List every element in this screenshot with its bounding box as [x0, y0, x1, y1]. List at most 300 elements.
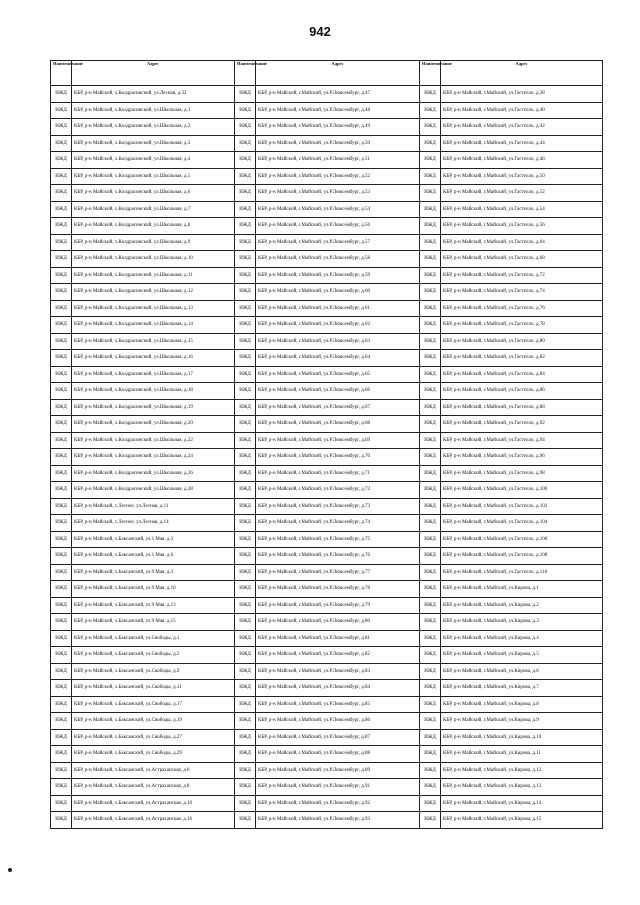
table-row — [51, 168, 603, 185]
address-cell: КБР, р-н Майский, г.Майский, ул.Гастелло, д.88 — [441, 399, 603, 416]
building-type-cell: ИЖД — [51, 251, 72, 268]
address-cell: КБР, р-н Майский, х.Колдрасинский, ул.Школьная, д.14 — [72, 317, 235, 334]
table-row — [51, 729, 603, 746]
table-row — [51, 531, 603, 548]
building-type-cell: ИЖД — [420, 185, 441, 202]
address-cell: КБР, р-н Майский, х.Колдрасинский, ул.Школьная, д.22 — [72, 432, 235, 449]
address-cell: КБР, р-н Майский, х.Баксанский, ул.9 Мая, д.13 — [72, 597, 235, 614]
building-type-cell: ИЖД — [420, 317, 441, 334]
address-cell: КБР, р-н Майский, г.Майский, ул.Р.Люксембург, д.79 — [256, 597, 420, 614]
address-cell: КБР, р-н Майский, г.Майский, ул.Р.Люксембург, д.65 — [256, 366, 420, 383]
table-row — [51, 317, 603, 334]
address-cell: КБР, р-н Майский, г.Майский, ул.Гастелло, д.40 — [441, 102, 603, 119]
address-cell: КБР, р-н Майский, х.Колдрасинский, ул.Школьная, д.17 — [72, 366, 235, 383]
address-cell: КБР, р-н Майский, г.Майский, ул.Гастелло, д.50 — [441, 168, 603, 185]
address-cell: КБР, р-н Майский, х.Колдрасинский, ул.Школьная, д.19 — [72, 399, 235, 416]
building-type-cell: ИЖД — [51, 614, 72, 631]
address-cell: КБР, р-н Майский, х.Баксанский, ул.Астраханская, д.16 — [72, 812, 235, 829]
address-cell: КБР, р-н Майский, г.Майский, ул.Кирова, д.8 — [441, 696, 603, 713]
address-cell: КБР, р-н Майский, г.Майский, ул.Р.Люксембург, д.82 — [256, 647, 420, 664]
address-cell: КБР, р-н Майский, х.Баксанский, ул.Свободы, д.19 — [72, 713, 235, 730]
building-type-cell: ИЖД — [235, 119, 256, 136]
address-cell: КБР, р-н Майский, г.Майский, ул.Р.Люксембург, д.64 — [256, 350, 420, 367]
address-cell: КБР, р-н Майский, г.Майский, ул.Р.Люксембург, д.68 — [256, 416, 420, 433]
building-type-cell: ИЖД — [51, 102, 72, 119]
building-type-cell: ИЖД — [51, 713, 72, 730]
address-cell: КБР, р-н Майский, г.Майский, ул.Р.Люксембург, д.91 — [256, 779, 420, 796]
table-row — [51, 135, 603, 152]
building-type-cell: ИЖД — [51, 498, 72, 515]
building-type-cell: ИЖД — [51, 86, 72, 103]
address-cell: КБР, р-н Майский, г.Майский, ул.Гастелло, д.80 — [441, 333, 603, 350]
building-type-cell: ИЖД — [51, 647, 72, 664]
building-type-cell: ИЖД — [235, 284, 256, 301]
table-row — [51, 218, 603, 235]
address-cell: КБР, р-н Майский, с.Лесное, ул.Лесная, д.11 — [72, 498, 235, 515]
address-cell: КБР, р-н Майский, г.Майский, ул.Гастелло, д.72 — [441, 267, 603, 284]
address-cell: КБР, р-н Майский, г.Майский, ул.Р.Люксембург, д.52 — [256, 168, 420, 185]
address-cell: КБР, р-н Майский, х.Баксанский, ул.9 Мая, д.10 — [72, 581, 235, 598]
address-cell: КБР, р-н Майский, г.Майский, ул.Р.Люксембург, д.92 — [256, 795, 420, 812]
table-row — [51, 366, 603, 383]
table-row — [51, 762, 603, 779]
building-type-cell: ИЖД — [420, 383, 441, 400]
building-type-cell: ИЖД — [51, 185, 72, 202]
address-cell: КБР, р-н Майский, г.Майский, ул.Гастелло, д.98 — [441, 465, 603, 482]
building-type-cell: ИЖД — [420, 333, 441, 350]
building-type-cell: ИЖД — [420, 597, 441, 614]
building-type-cell: ИЖД — [235, 86, 256, 103]
building-type-cell: ИЖД — [235, 449, 256, 466]
building-type-cell: ИЖД — [420, 218, 441, 235]
building-type-cell: ИЖД — [235, 663, 256, 680]
address-cell: КБР, р-н Майский, х.Колдрасинский, ул.Школьная, д.28 — [72, 482, 235, 499]
building-type-cell: ИЖД — [51, 597, 72, 614]
building-type-cell: ИЖД — [235, 234, 256, 251]
header-name-col-1: Наименование — [51, 61, 72, 86]
address-cell: КБР, р-н Майский, г.Майский, ул.Р.Люксембург, д.66 — [256, 383, 420, 400]
table-row — [51, 581, 603, 598]
address-cell: КБР, р-н Майский, г.Майский, ул.Р.Люксембург, д.62 — [256, 317, 420, 334]
table-row — [51, 498, 603, 515]
address-cell: КБР, р-н Майский, х.Баксанский, ул.Свободы, д.2 — [72, 647, 235, 664]
building-type-cell: ИЖД — [420, 548, 441, 565]
building-type-cell: ИЖД — [420, 119, 441, 136]
building-type-cell: ИЖД — [51, 350, 72, 367]
building-type-cell: ИЖД — [235, 581, 256, 598]
address-cell: КБР, р-н Майский, г.Майский, ул.Р.Люксембург, д.89 — [256, 762, 420, 779]
building-type-cell: ИЖД — [420, 779, 441, 796]
address-cell: КБР, р-н Майский, х.Колдрасинский, ул.Школьная, д.12 — [72, 284, 235, 301]
table-row — [51, 267, 603, 284]
address-cell: КБР, р-н Майский, г.Майский, ул.Гастелло, д.56 — [441, 218, 603, 235]
address-cell: КБР, р-н Майский, г.Майский, ул.Гастелло, д.76 — [441, 300, 603, 317]
building-type-cell: ИЖД — [235, 201, 256, 218]
address-cell: КБР, р-н Майский, х.Баксанский, ул.9 Мая, д.3 — [72, 564, 235, 581]
table-row — [51, 119, 603, 136]
building-type-cell: ИЖД — [51, 696, 72, 713]
building-type-cell: ИЖД — [235, 465, 256, 482]
address-cell: КБР, р-н Майский, г.Майский, ул.Гастелло, д.68 — [441, 251, 603, 268]
building-type-cell: ИЖД — [235, 515, 256, 532]
building-type-cell: ИЖД — [420, 515, 441, 532]
table-row — [51, 152, 603, 169]
building-type-cell: ИЖД — [51, 746, 72, 763]
building-type-cell: ИЖД — [420, 581, 441, 598]
building-type-cell: ИЖД — [51, 284, 72, 301]
address-cell: КБР, р-н Майский, г.Майский, ул.Гастелло, д.74 — [441, 284, 603, 301]
building-type-cell: ИЖД — [420, 432, 441, 449]
building-type-cell: ИЖД — [51, 548, 72, 565]
building-type-cell: ИЖД — [420, 746, 441, 763]
address-cell: КБР, р-н Майский, г.Майский, ул.Р.Люксембург, д.51 — [256, 152, 420, 169]
table-row — [51, 663, 603, 680]
address-cell: КБР, р-н Майский, х.Колдрасинский, ул.Школьная, д.4 — [72, 152, 235, 169]
building-type-cell: ИЖД — [420, 234, 441, 251]
building-type-cell: ИЖД — [235, 333, 256, 350]
building-type-cell: ИЖД — [235, 399, 256, 416]
building-type-cell: ИЖД — [235, 779, 256, 796]
address-cell: КБР, р-н Майский, х.Колдрасинский, ул.Школьная, д.26 — [72, 465, 235, 482]
building-type-cell: ИЖД — [235, 597, 256, 614]
address-cell: КБР, р-н Майский, г.Майский, ул.Р.Люксембург, д.87 — [256, 729, 420, 746]
building-type-cell: ИЖД — [420, 399, 441, 416]
address-cell: КБР, р-н Майский, г.Майский, ул.Р.Люксембург, д.78 — [256, 581, 420, 598]
building-type-cell: ИЖД — [51, 267, 72, 284]
building-type-cell: ИЖД — [51, 234, 72, 251]
address-cell: КБР, р-н Майский, г.Майский, ул.Кирова, д.11 — [441, 746, 603, 763]
address-cell: КБР, р-н Майский, г.Майский, ул.Р.Люксембург, д.67 — [256, 399, 420, 416]
building-type-cell: ИЖД — [235, 300, 256, 317]
address-cell: КБР, р-н Майский, х.Колдрасинский, ул.Школьная, д.7 — [72, 201, 235, 218]
building-type-cell: ИЖД — [235, 762, 256, 779]
table-row — [51, 746, 603, 763]
building-type-cell: ИЖД — [235, 795, 256, 812]
table-row — [51, 234, 603, 251]
header-address-col-1: Адрес — [72, 61, 235, 86]
table-row — [51, 102, 603, 119]
address-cell: КБР, р-н Майский, г.Майский, ул.Кирова, д.10 — [441, 729, 603, 746]
building-type-cell: ИЖД — [235, 680, 256, 697]
building-type-cell: ИЖД — [420, 647, 441, 664]
table-row — [51, 630, 603, 647]
address-cell: КБР, р-н Майский, г.Майский, ул.Р.Люксембург, д.69 — [256, 432, 420, 449]
address-cell: КБР, р-н Майский, г.Майский, ул.Гастелло, д.110 — [441, 564, 603, 581]
building-type-cell: ИЖД — [51, 729, 72, 746]
building-type-cell: ИЖД — [51, 663, 72, 680]
building-type-cell: ИЖД — [420, 713, 441, 730]
building-type-cell: ИЖД — [420, 102, 441, 119]
building-type-cell: ИЖД — [420, 201, 441, 218]
address-cell: КБР, р-н Майский, г.Майский, ул.Кирова, д.4 — [441, 630, 603, 647]
building-type-cell: ИЖД — [420, 300, 441, 317]
table-row — [51, 449, 603, 466]
address-cell: КБР, р-н Майский, г.Майский, ул.Кирова, д.6 — [441, 663, 603, 680]
building-type-cell: ИЖД — [235, 647, 256, 664]
building-type-cell: ИЖД — [51, 366, 72, 383]
building-type-cell: ИЖД — [51, 515, 72, 532]
building-type-cell: ИЖД — [420, 284, 441, 301]
building-type-cell: ИЖД — [235, 498, 256, 515]
address-cell: КБР, р-н Майский, г.Майский, ул.Гастелло, д.82 — [441, 350, 603, 367]
building-type-cell: ИЖД — [420, 449, 441, 466]
building-type-cell: ИЖД — [51, 152, 72, 169]
address-cell: КБР, р-н Майский, г.Майский, ул.Р.Люксембург, д.58 — [256, 251, 420, 268]
address-cell: КБР, р-н Майский, г.Майский, ул.Р.Люксембург, д.86 — [256, 713, 420, 730]
table-row — [51, 86, 603, 103]
address-cell: КБР, р-н Майский, г.Майский, ул.Гастелло, д.44 — [441, 135, 603, 152]
building-type-cell: ИЖД — [420, 564, 441, 581]
address-cell: КБР, р-н Майский, г.Майский, ул.Р.Люксембург, д.59 — [256, 267, 420, 284]
address-cell: КБР, р-н Майский, г.Майский, ул.Р.Люксембург, д.61 — [256, 300, 420, 317]
address-cell: КБР, р-н Майский, г.Майский, ул.Р.Люксембург, д.54 — [256, 201, 420, 218]
address-cell: КБР, р-н Майский, х.Колдрасинский, ул.Школьная, д.3 — [72, 135, 235, 152]
building-type-cell: ИЖД — [235, 383, 256, 400]
building-type-cell: ИЖД — [51, 531, 72, 548]
table-row — [51, 416, 603, 433]
building-type-cell: ИЖД — [420, 762, 441, 779]
building-type-cell: ИЖД — [235, 531, 256, 548]
address-cell: КБР, р-н Майский, х.Баксанский, ул.Свободы, д.27 — [72, 729, 235, 746]
table-row — [51, 300, 603, 317]
building-type-cell: ИЖД — [420, 251, 441, 268]
table-row — [51, 713, 603, 730]
building-type-cell: ИЖД — [51, 135, 72, 152]
address-cell: КБР, р-н Майский, г.Майский, ул.Гастелло, д.46 — [441, 152, 603, 169]
address-cell: КБР, р-н Майский, г.Майский, ул.Гастелло, д.42 — [441, 119, 603, 136]
building-type-cell: ИЖД — [420, 663, 441, 680]
address-cell: КБР, р-н Майский, х.Колдрасинский, ул.Школьная, д.15 — [72, 333, 235, 350]
address-cell: КБР, р-н Майский, г.Майский, ул.Кирова, д.5 — [441, 647, 603, 664]
building-type-cell: ИЖД — [51, 482, 72, 499]
building-type-cell: ИЖД — [420, 168, 441, 185]
building-type-cell: ИЖД — [235, 168, 256, 185]
address-cell: КБР, р-н Майский, г.Майский, ул.Гастелло, д.38 — [441, 86, 603, 103]
table-row — [51, 201, 603, 218]
address-cell: КБР, р-н Майский, х.Баксанский, ул.Свободы, д.29 — [72, 746, 235, 763]
address-cell: КБР, р-н Майский, г.Майский, ул.Гастелло, д.54 — [441, 201, 603, 218]
address-cell: КБР, р-н Майский, г.Майский, ул.Кирова, д.12 — [441, 762, 603, 779]
building-type-cell: ИЖД — [51, 630, 72, 647]
address-cell: КБР, р-н Майский, г.Майский, ул.Гастелло, д.86 — [441, 383, 603, 400]
building-type-cell: ИЖД — [235, 218, 256, 235]
building-type-cell: ИЖД — [51, 779, 72, 796]
address-cell: КБР, р-н Майский, г.Майский, ул.Р.Люксембург, д.72 — [256, 482, 420, 499]
address-cell: КБР, р-н Майский, г.Майский, ул.Гастелло, д.78 — [441, 317, 603, 334]
building-type-cell: ИЖД — [420, 416, 441, 433]
address-cell: КБР, р-н Майский, г.Майский, ул.Гастелло, д.100 — [441, 482, 603, 499]
building-type-cell: ИЖД — [51, 218, 72, 235]
address-cell: КБР, р-н Майский, г.Майский, ул.Р.Люксембург, д.63 — [256, 333, 420, 350]
building-type-cell: ИЖД — [51, 581, 72, 598]
table-row — [51, 597, 603, 614]
building-type-cell: ИЖД — [235, 614, 256, 631]
building-type-cell: ИЖД — [51, 416, 72, 433]
table-row — [51, 185, 603, 202]
address-cell: КБР, р-н Майский, г.Майский, ул.Гастелло, д.52 — [441, 185, 603, 202]
table-row — [51, 564, 603, 581]
address-cell: КБР, р-н Майский, г.Майский, ул.Р.Люксембург, д.74 — [256, 515, 420, 532]
building-type-cell: ИЖД — [51, 762, 72, 779]
address-cell: КБР, р-н Майский, г.Майский, ул.Кирова, д.13 — [441, 779, 603, 796]
building-type-cell: ИЖД — [420, 135, 441, 152]
building-type-cell: ИЖД — [235, 350, 256, 367]
building-type-cell: ИЖД — [51, 383, 72, 400]
address-cell: КБР, р-н Майский, х.Колдрасинский, ул.Школьная, д.2 — [72, 119, 235, 136]
table-row — [51, 515, 603, 532]
building-type-cell: ИЖД — [235, 416, 256, 433]
address-cell: КБР, р-н Майский, х.Баксанский, ул.Свободы, д.1 — [72, 630, 235, 647]
address-cell: КБР, р-н Майский, х.Колдрасинский, ул.Школьная, д.20 — [72, 416, 235, 433]
address-cell: КБР, р-н Майский, х.Баксанский, ул.9 Мая, д.15 — [72, 614, 235, 631]
address-cell: КБР, р-н Майский, х.Баксанский, ул.1 Мая, д.3 — [72, 531, 235, 548]
table-row — [51, 251, 603, 268]
address-cell: КБР, р-н Майский, х.Колдрасинский, ул.Школьная, д.5 — [72, 168, 235, 185]
building-type-cell: ИЖД — [51, 465, 72, 482]
address-cell: КБР, р-н Майский, г.Майский, ул.Р.Люксембург, д.80 — [256, 614, 420, 631]
table-header-row — [51, 61, 603, 86]
building-type-cell: ИЖД — [51, 317, 72, 334]
table-row — [51, 795, 603, 812]
address-cell: КБР, р-н Майский, г.Майский, ул.Р.Люксембург, д.47 — [256, 86, 420, 103]
address-cell: КБР, р-н Майский, х.Колдрасинский, ул.Школьная, д.1 — [72, 102, 235, 119]
building-type-cell: ИЖД — [235, 630, 256, 647]
address-cell: КБР, р-н Майский, г.Майский, ул.Гастелло, д.94 — [441, 432, 603, 449]
building-type-cell: ИЖД — [235, 267, 256, 284]
address-cell: КБР, р-н Майский, г.Майский, ул.Р.Люксембург, д.49 — [256, 119, 420, 136]
address-cell: КБР, р-н Майский, г.Майский, ул.Кирова, д.9 — [441, 713, 603, 730]
building-type-cell: ИЖД — [235, 185, 256, 202]
address-cell: КБР, р-н Майский, г.Майский, ул.Р.Люксембург, д.93 — [256, 812, 420, 829]
address-cell: КБР, р-н Майский, г.Майский, ул.Р.Люксембург, д.83 — [256, 663, 420, 680]
building-type-cell: ИЖД — [51, 201, 72, 218]
address-cell: КБР, р-н Майский, г.Майский, ул.Р.Люксембург, д.76 — [256, 548, 420, 565]
address-cell: КБР, р-н Майский, х.Колдрасинский, ул.Школьная, д.18 — [72, 383, 235, 400]
address-cell: КБР, р-н Майский, г.Майский, ул.Кирова, д.14 — [441, 795, 603, 812]
address-cell: КБР, р-н Майский, х.Колдрасинский, ул.Лесная, д.32 — [72, 86, 235, 103]
address-cell: КБР, р-н Майский, г.Майский, ул.Р.Люксембург, д.70 — [256, 449, 420, 466]
address-cell: КБР, р-н Майский, г.Майский, ул.Р.Люксембург, д.53 — [256, 185, 420, 202]
address-cell: КБР, р-н Майский, г.Майский, ул.Гастелло, д.84 — [441, 366, 603, 383]
address-cell: КБР, р-н Майский, г.Майский, ул.Р.Люксембург, д.56 — [256, 218, 420, 235]
address-cell: КБР, р-н Майский, х.Колдрасинский, ул.Школьная, д.16 — [72, 350, 235, 367]
address-cell: КБР, р-н Майский, г.Майский, ул.Кирова, д.3 — [441, 614, 603, 631]
address-cell: КБР, р-н Майский, х.Баксанский, ул.1 Мая, д.6 — [72, 548, 235, 565]
building-type-cell: ИЖД — [51, 168, 72, 185]
building-type-cell: ИЖД — [235, 729, 256, 746]
address-cell: КБР, р-н Майский, х.Колдрасинский, ул.Школьная, д.10 — [72, 251, 235, 268]
building-type-cell: ИЖД — [235, 251, 256, 268]
building-type-cell: ИЖД — [235, 696, 256, 713]
address-cell: КБР, р-н Майский, х.Баксанский, ул.Свободы, д.9 — [72, 663, 235, 680]
building-type-cell: ИЖД — [420, 465, 441, 482]
page-number: 942 — [309, 24, 331, 39]
building-type-cell: ИЖД — [420, 696, 441, 713]
address-cell: КБР, р-н Майский, с.Лесное, ул.Лесная, д.14 — [72, 515, 235, 532]
building-type-cell: ИЖД — [51, 333, 72, 350]
address-cell: КБР, р-н Майский, г.Майский, ул.Р.Люксембург, д.81 — [256, 630, 420, 647]
address-cell: КБР, р-н Майский, г.Майский, ул.Кирова, д.1 — [441, 581, 603, 598]
address-cell: КБР, р-н Майский, г.Майский, ул.Кирова, д.2 — [441, 597, 603, 614]
building-type-cell: ИЖД — [51, 300, 72, 317]
header-address-col-3: Адрес — [441, 61, 603, 86]
address-cell: КБР, р-н Майский, г.Майский, ул.Р.Люксембург, д.48 — [256, 102, 420, 119]
building-type-cell: ИЖД — [235, 564, 256, 581]
building-type-cell: ИЖД — [420, 630, 441, 647]
building-type-cell: ИЖД — [235, 812, 256, 829]
building-type-cell: ИЖД — [51, 432, 72, 449]
building-type-cell: ИЖД — [51, 119, 72, 136]
table-body — [51, 86, 603, 829]
building-type-cell: ИЖД — [51, 449, 72, 466]
table-row — [51, 482, 603, 499]
header-name-col-3: Наименование — [420, 61, 441, 86]
table-row — [51, 350, 603, 367]
building-type-cell: ИЖД — [420, 531, 441, 548]
address-cell: КБР, р-н Майский, г.Майский, ул.Гастелло, д.102 — [441, 498, 603, 515]
building-type-cell: ИЖД — [235, 102, 256, 119]
building-type-cell: ИЖД — [235, 482, 256, 499]
address-registry-table — [50, 60, 603, 829]
address-cell: КБР, р-н Майский, г.Майский, ул.Кирова, д.7 — [441, 680, 603, 697]
table-row — [51, 383, 603, 400]
table-row — [51, 696, 603, 713]
address-cell: КБР, р-н Майский, г.Майский, ул.Гастелло, д.104 — [441, 515, 603, 532]
address-cell: КБР, р-н Майский, г.Майский, ул.Гастелло, д.108 — [441, 548, 603, 565]
header-name-col-2: Наименование — [235, 61, 256, 86]
address-cell: КБР, р-н Майский, г.Майский, ул.Р.Люксембург, д.71 — [256, 465, 420, 482]
address-cell: КБР, р-н Майский, х.Колдрасинский, ул.Школьная, д.11 — [72, 267, 235, 284]
building-type-cell: ИЖД — [420, 350, 441, 367]
address-cell: КБР, р-н Майский, г.Майский, ул.Р.Люксембург, д.75 — [256, 531, 420, 548]
address-cell: КБР, р-н Майский, г.Майский, ул.Р.Люксембург, д.77 — [256, 564, 420, 581]
address-cell: КБР, р-н Майский, х.Баксанский, ул.Астраханская, д.6 — [72, 762, 235, 779]
building-type-cell: ИЖД — [420, 729, 441, 746]
table-row — [51, 647, 603, 664]
address-cell: КБР, р-н Майский, г.Майский, ул.Р.Люксембург, д.57 — [256, 234, 420, 251]
table-row — [51, 399, 603, 416]
table-row — [51, 680, 603, 697]
address-cell: КБР, р-н Майский, х.Баксанский, ул.Астраханская, д.8 — [72, 779, 235, 796]
building-type-cell: ИЖД — [51, 680, 72, 697]
scan-mark — [8, 868, 12, 872]
table-row — [51, 812, 603, 829]
building-type-cell: ИЖД — [420, 86, 441, 103]
address-cell: КБР, р-н Майский, х.Баксанский, ул.Свободы, д.17 — [72, 696, 235, 713]
building-type-cell: ИЖД — [420, 680, 441, 697]
table-row — [51, 432, 603, 449]
building-type-cell: ИЖД — [420, 498, 441, 515]
address-cell: КБР, р-н Майский, х.Баксанский, ул.Астраханская, д.10 — [72, 795, 235, 812]
table-row — [51, 465, 603, 482]
building-type-cell: ИЖД — [420, 795, 441, 812]
building-type-cell: ИЖД — [235, 152, 256, 169]
building-type-cell: ИЖД — [51, 795, 72, 812]
address-cell: КБР, р-н Майский, х.Колдрасинский, ул.Школьная, д.8 — [72, 218, 235, 235]
building-type-cell: ИЖД — [235, 366, 256, 383]
building-type-cell: ИЖД — [51, 564, 72, 581]
table-row — [51, 614, 603, 631]
address-cell: КБР, р-н Майский, г.Майский, ул.Р.Люксембург, д.88 — [256, 746, 420, 763]
address-cell: КБР, р-н Майский, г.Майский, ул.Р.Люксембург, д.73 — [256, 498, 420, 515]
building-type-cell: ИЖД — [235, 135, 256, 152]
building-type-cell: ИЖД — [235, 317, 256, 334]
building-type-cell: ИЖД — [51, 812, 72, 829]
address-cell: КБР, р-н Майский, г.Майский, ул.Гастелло, д.92 — [441, 416, 603, 433]
address-cell: КБР, р-н Майский, г.Майский, ул.Р.Люксембург, д.84 — [256, 680, 420, 697]
address-cell: КБР, р-н Майский, х.Колдрасинский, ул.Школьная, д.24 — [72, 449, 235, 466]
building-type-cell: ИЖД — [235, 548, 256, 565]
